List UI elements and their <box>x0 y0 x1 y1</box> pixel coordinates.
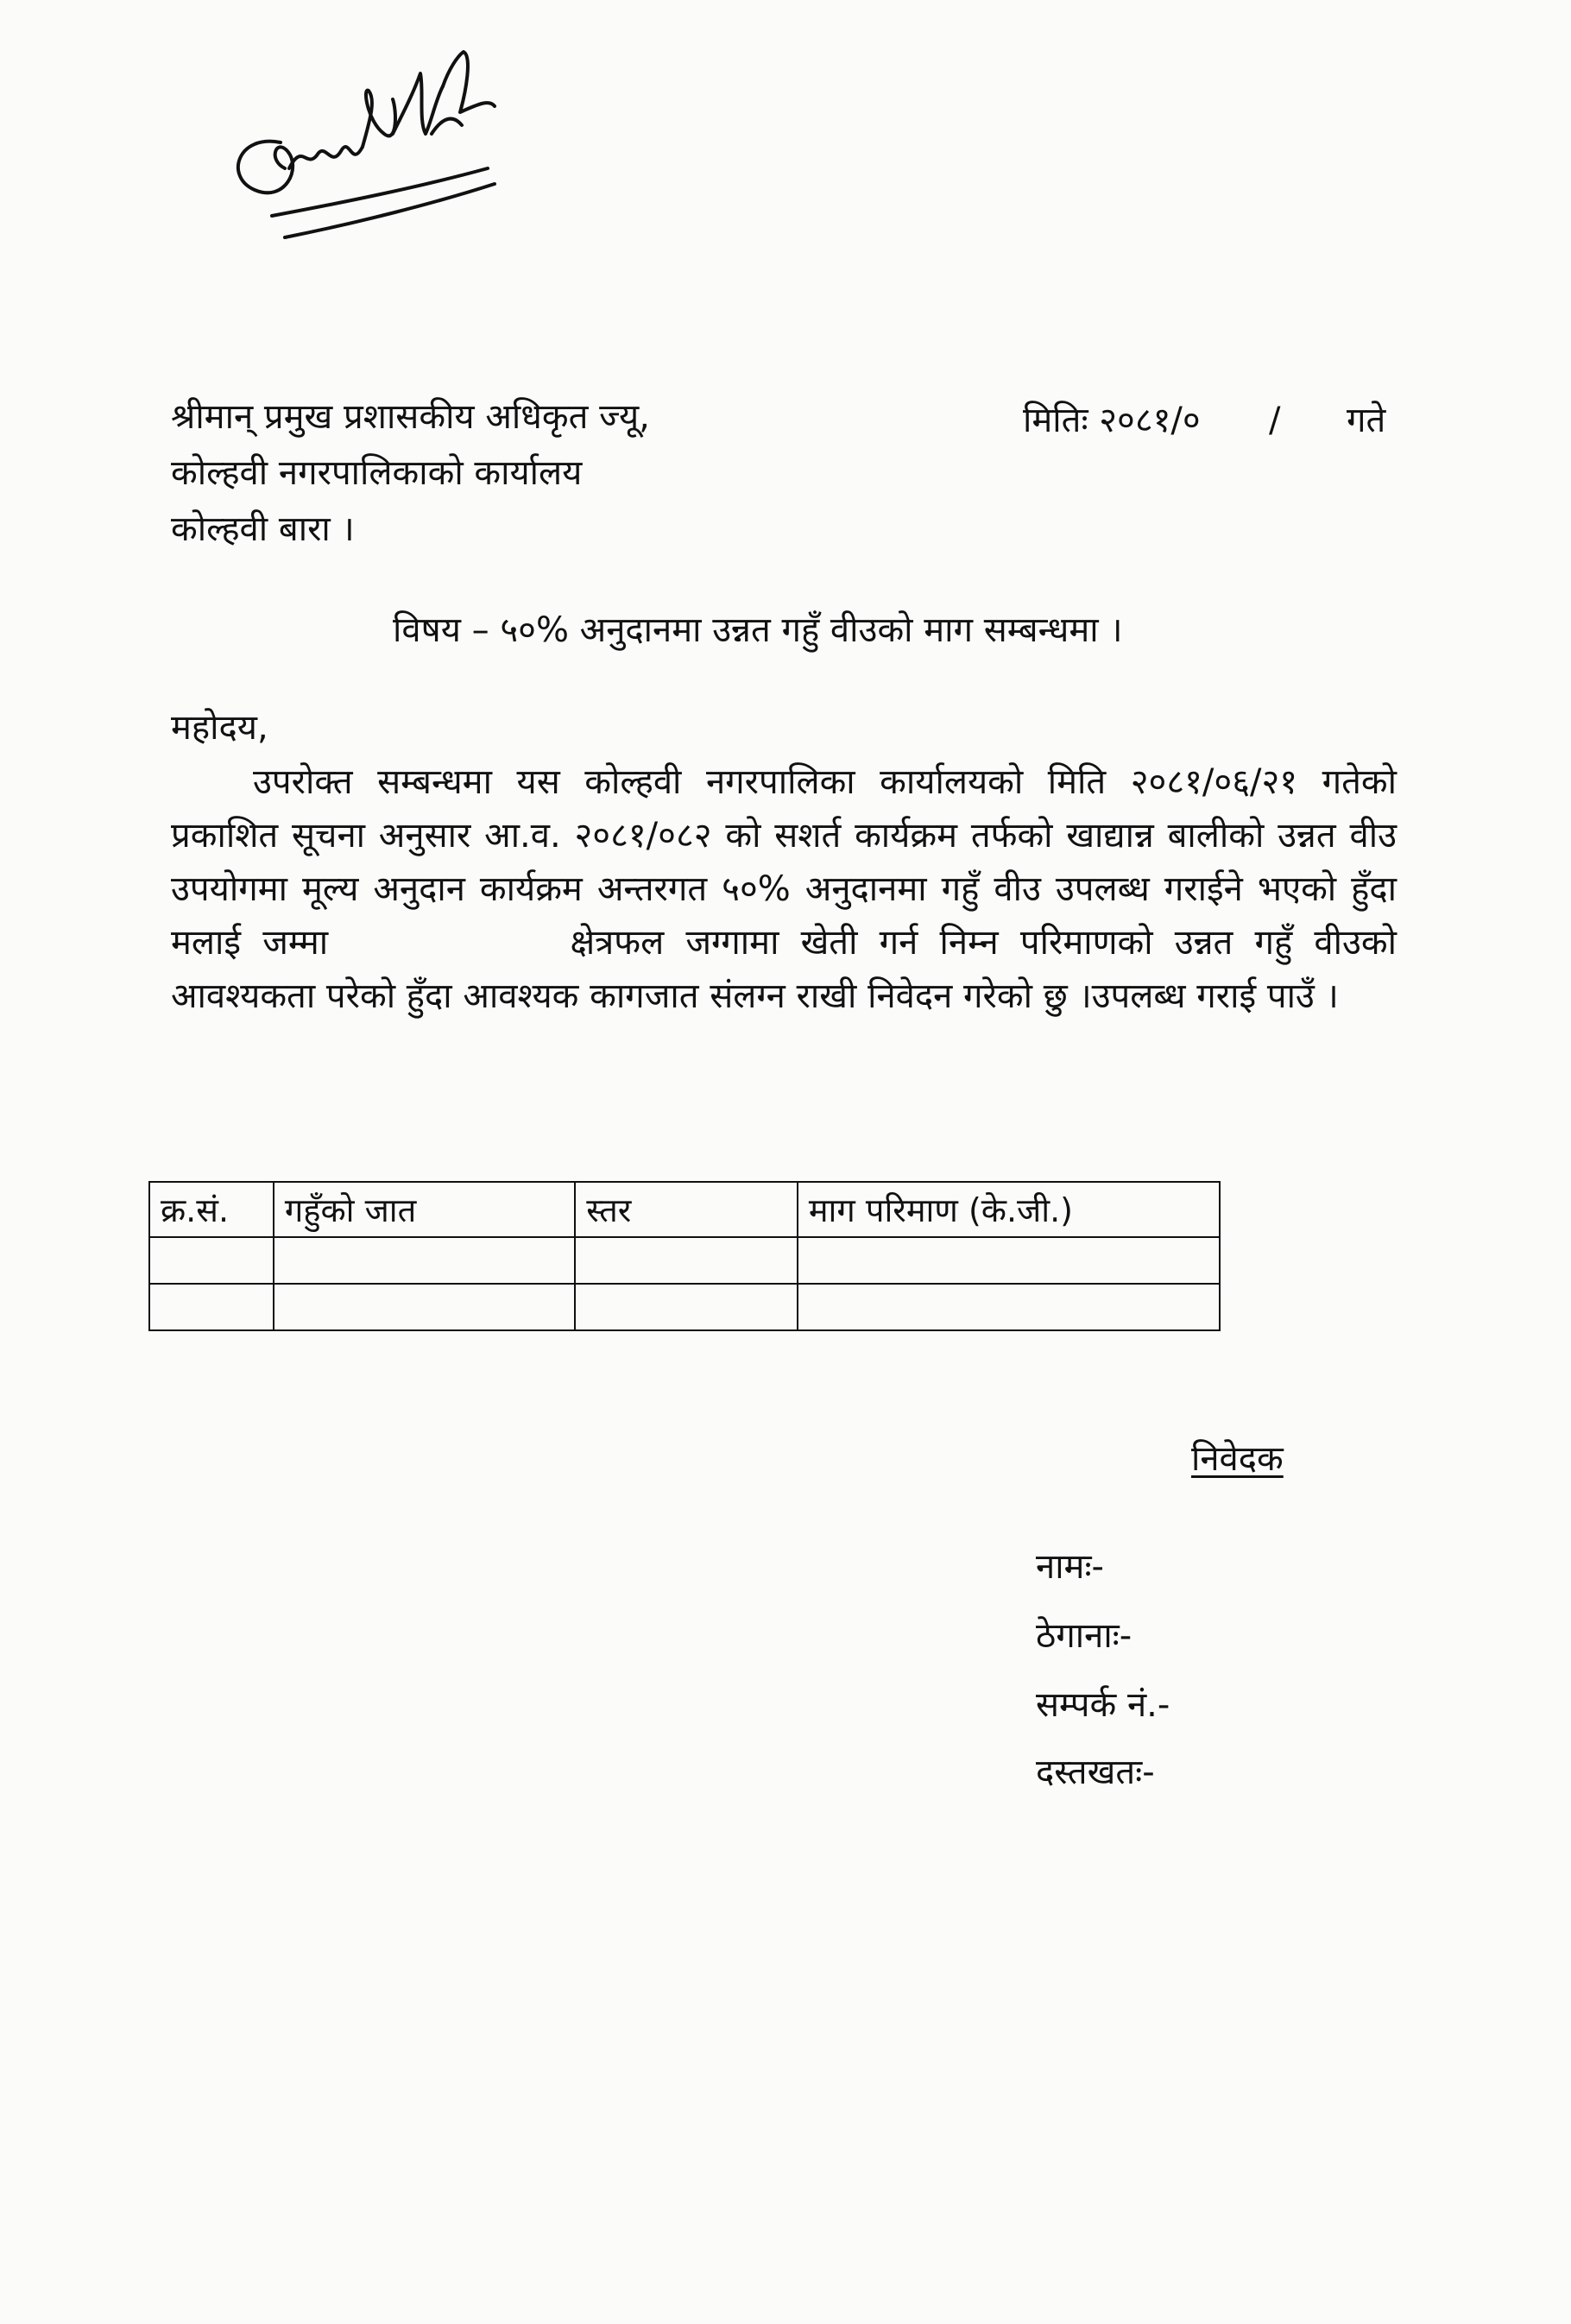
signature-label: दस्तखतः- <box>1036 1752 1155 1792</box>
subject-line: विषय – ५०% अनुदानमा उन्नत गहुँ वीउको माग सम्बन्धमा । <box>393 610 1123 650</box>
seed-demand-table <box>148 1181 1221 1331</box>
column-header-quantity: माग परिमाण (के.जी.) <box>798 1182 1220 1237</box>
column-header-variety: गहुँको जात <box>274 1182 575 1237</box>
column-header-grade: स्तर <box>575 1182 798 1237</box>
recipient-line-1: श्रीमान् प्रमुख प्रशासकीय अधिकृत ज्यू, <box>171 397 650 437</box>
name-label: नामः- <box>1036 1547 1104 1587</box>
column-header-serial: क्र.सं. <box>149 1182 274 1237</box>
body-paragraph <box>171 755 1397 1023</box>
table-row <box>149 1237 1220 1284</box>
table-cell <box>575 1284 798 1330</box>
address-label: ठेगानाः- <box>1036 1616 1133 1656</box>
body-text-part-2: क्षेत्रफल जग्गामा खेती गर्न निम्न परिमाणको उन्नत गहुँ वीउको आवश्यकता परेको हुँदा आवश्यक कागजात संलग्न राखी निवेदन गरेको छु ।उपलब्ध गराई पाउँ । <box>171 923 1397 1016</box>
signature-icon <box>220 39 505 255</box>
date-suffix: गते <box>1347 401 1386 440</box>
applicant-heading: निवेदक <box>1191 1439 1284 1479</box>
recipient-line-2: कोल्हवी नगरपालिकाको कार्यालय <box>171 453 583 493</box>
table-cell <box>798 1237 1220 1284</box>
contact-label: सम्पर्क नं.- <box>1036 1685 1170 1725</box>
date-label: मितिः २०८१/० <box>1023 401 1201 440</box>
table-cell <box>274 1237 575 1284</box>
table-row <box>149 1284 1220 1330</box>
salutation: महोदय, <box>171 708 268 748</box>
table-cell <box>798 1284 1220 1330</box>
table-cell <box>274 1284 575 1330</box>
table-cell <box>575 1237 798 1284</box>
recipient-line-3: कोल्हवी बारा । <box>171 509 355 549</box>
date-slash: / <box>1269 401 1281 440</box>
table-cell <box>149 1237 274 1284</box>
table-cell <box>149 1284 274 1330</box>
table-header-row <box>149 1182 1220 1237</box>
body-text-part-1: उपरोक्त सम्बन्धमा यस कोल्हवी नगरपालिका कार्यालयको मिति २०८१/०६/२१ गतेको प्रकाशित सूचना अनुसार आ.व. २०८१/०८२ को सशर्त कार्यक्रम तर्फको खाद्यान्न बालीको उन्नत वीउ उपयोगमा मूल्य अनुदान कार्यक्रम अन्तरगत ५०% अनुदानमा गहुँ वीउ उपलब्ध गराईने भएको हुँदा मलाई जम्मा <box>171 762 1397 963</box>
